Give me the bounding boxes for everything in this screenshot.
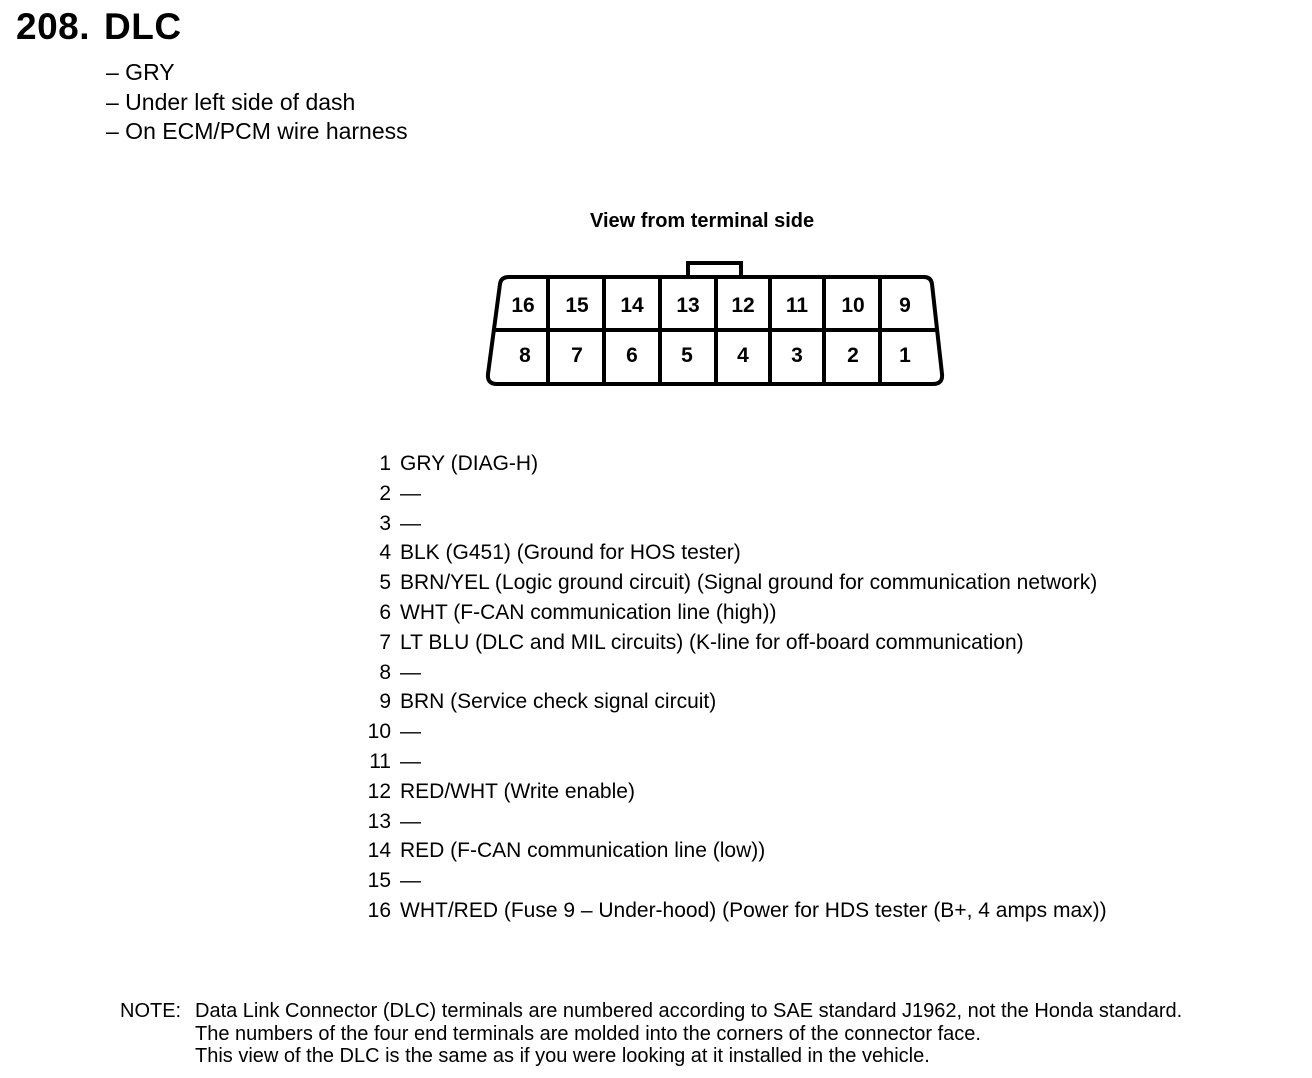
pin-number: 1	[379, 452, 391, 475]
section-title: DLC	[104, 6, 182, 47]
pin-description: RED/WHT (Write enable)	[400, 779, 635, 803]
pin-description: —	[400, 660, 421, 684]
pin-description: WHT/RED (Fuse 9 – Under-hood) (Power for HDS tester (B+, 4 amps max))	[400, 898, 1107, 922]
pin-number: 15	[367, 869, 391, 893]
pin-description: WHT (F-CAN communication line (high))	[400, 600, 777, 624]
terminal-7-label: 7	[571, 344, 583, 367]
terminal-8-label: 8	[519, 344, 531, 367]
terminal-14-label: 14	[620, 294, 644, 317]
pin-number: 2	[379, 481, 391, 505]
pin-row	[360, 568, 1107, 598]
terminal-13-label: 13	[676, 294, 700, 317]
pin-row	[360, 747, 1107, 777]
pin-row	[360, 598, 1107, 628]
pin-description: BRN (Service check signal circuit)	[400, 690, 717, 714]
view-label: View from terminal side	[590, 210, 815, 232]
terminal-11-label: 11	[785, 294, 809, 317]
pin-number: 10	[367, 720, 391, 744]
info-location: – Under left side of dash	[106, 88, 356, 115]
pin-number: 13	[367, 809, 391, 833]
note-label: NOTE:	[120, 1000, 182, 1022]
pin-row	[360, 538, 1107, 568]
pin-description: —	[400, 869, 421, 893]
pin-row	[360, 449, 1107, 479]
terminal-5-label: 5	[681, 344, 693, 367]
page-title	[16, 6, 182, 48]
pin-description: —	[400, 809, 421, 833]
pin-number: 7	[379, 630, 391, 654]
pin-row	[360, 807, 1107, 837]
pin-row	[360, 717, 1107, 747]
pin-row	[360, 896, 1107, 926]
pin-description: GRY (DIAG-H)	[400, 452, 539, 475]
pin-number: 12	[367, 779, 391, 803]
pin-description: LT BLU (DLC and MIL circuits) (K-line for off-board communication)	[400, 630, 1024, 654]
pin-row	[360, 777, 1107, 807]
connector-key-tab	[688, 263, 741, 276]
pin-description: —	[400, 720, 421, 744]
pin-description: RED (F-CAN communication line (low))	[400, 839, 766, 863]
pin-number: 6	[379, 600, 391, 624]
dlc-connector-diagram	[484, 260, 948, 390]
pin-description: BLK (G451) (Ground for HOS tester)	[400, 541, 741, 565]
pin-number: 5	[379, 571, 391, 595]
terminal-1-label: 1	[899, 344, 911, 367]
info-harness: – On ECM/PCM wire harness	[106, 118, 408, 144]
pin-number: 9	[379, 690, 391, 714]
connector-info-list	[106, 58, 408, 147]
terminal-15-label: 15	[565, 294, 589, 317]
terminal-6-label: 6	[626, 344, 638, 367]
pin-row	[360, 687, 1107, 717]
pin-description: BRN/YEL (Logic ground circuit) (Signal ground for communication network)	[400, 571, 1098, 595]
note-line: Data Link Connector (DLC) terminals are numbered according to SAE standard J1962, not the Honda standard.	[195, 1000, 1183, 1022]
pin-number: 3	[379, 511, 391, 535]
pin-row	[360, 836, 1107, 866]
terminal-4-label: 4	[737, 344, 749, 367]
info-color: – GRY	[106, 59, 175, 85]
pin-row	[360, 479, 1107, 509]
pin-description: —	[400, 481, 421, 505]
terminal-2-label: 2	[847, 344, 859, 367]
pin-assignment-list	[360, 449, 1107, 926]
pin-row	[360, 509, 1107, 539]
section-number: 208.	[16, 6, 91, 47]
pin-number: 14	[367, 839, 391, 863]
terminal-3-label: 3	[791, 344, 803, 367]
note-line: This view of the DLC is the same as if you were looking at it installed in the vehicle.	[195, 1045, 930, 1067]
terminal-16-label: 16	[511, 294, 535, 317]
terminal-10-label: 10	[841, 294, 865, 317]
pin-row	[360, 866, 1107, 896]
pin-number: 4	[379, 541, 391, 565]
terminal-12-label: 12	[731, 294, 755, 317]
terminal-9-label: 9	[899, 294, 911, 317]
note-line: The numbers of the four end terminals are molded into the corners of the connector face.	[195, 1022, 981, 1045]
pin-description: —	[400, 749, 421, 773]
pin-row	[360, 658, 1107, 688]
pin-row	[360, 628, 1107, 658]
pin-number: 16	[367, 898, 391, 922]
pin-description: —	[400, 511, 421, 535]
pin-number: 8	[379, 660, 391, 684]
pin-number: 11	[369, 749, 391, 773]
